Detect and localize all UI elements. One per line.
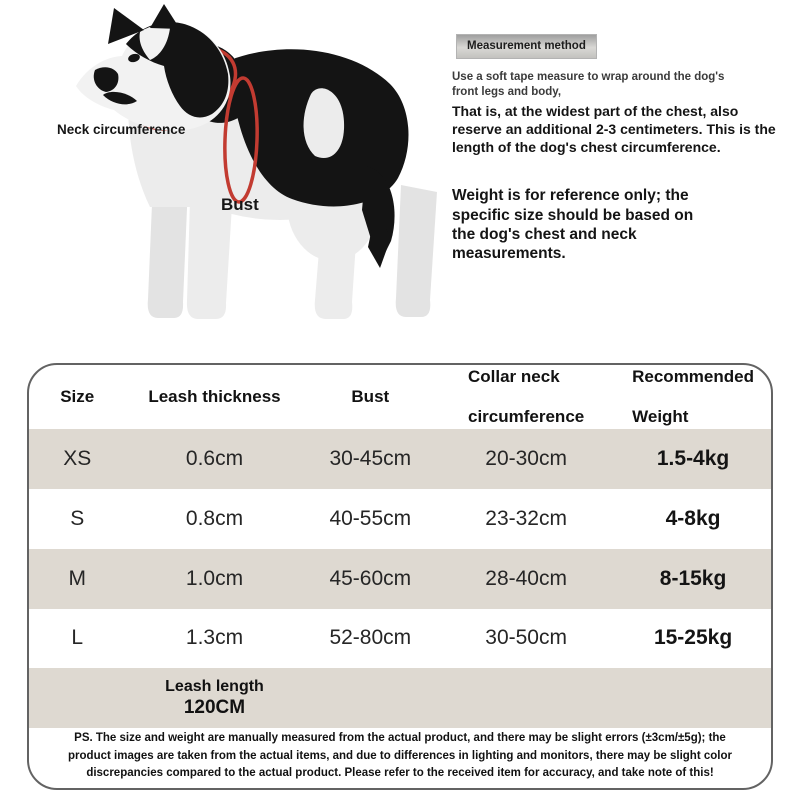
table-row-s [29, 489, 771, 549]
cell-weight: 8-15kg [659, 566, 727, 590]
dog-head [76, 4, 230, 131]
cell-size: S [70, 506, 85, 530]
cell-bust: 45-60cm [329, 566, 412, 590]
cell-weight: 4-8kg [665, 506, 721, 530]
measurement-method-panel [452, 34, 792, 263]
measurement-method-badge: Measurement method [456, 34, 597, 59]
cell-bust: 52-80cm [329, 626, 412, 650]
table-row-xs [29, 429, 771, 489]
header-collar: Collar neck circumference [468, 366, 585, 426]
cell-weight: 15-25kg [653, 626, 733, 650]
neck-circumference-label: Neck circumference [57, 122, 186, 137]
cell-leash-thickness: 0.8cm [185, 506, 244, 530]
cell-leash-thickness: 1.3cm [185, 626, 244, 650]
table-header-row [29, 365, 771, 429]
cell-collar: 28-40cm [485, 566, 567, 590]
ear-right-icon [150, 4, 180, 29]
cell-size: XS [63, 446, 92, 470]
cell-leash-thickness: 1.0cm [185, 566, 244, 590]
dog-measurement-diagram [0, 0, 450, 360]
cell-bust: 30-45cm [329, 446, 412, 470]
header-weight: Recommended Weight [632, 366, 754, 426]
cell-size: L [71, 626, 84, 650]
leash-length-value: 120CM [183, 696, 246, 718]
cell-bust: 40-55cm [329, 506, 412, 530]
weight-note-text: Weight is for reference only; the specific size should be based on the dog's chest and neck measurements. [452, 187, 694, 262]
cell-collar: 23-32cm [485, 506, 567, 530]
header-leash-thickness: Leash thickness [148, 386, 281, 406]
tail-tip [368, 227, 389, 268]
measurement-intro-text: Use a soft tape measure to wrap around the dog's front legs and body, [452, 71, 725, 98]
size-table-card [27, 363, 773, 790]
leash-length-row [29, 668, 771, 728]
dog-illustration [0, 0, 450, 360]
cell-collar: 20-30cm [485, 446, 567, 470]
cell-collar: 30-50cm [485, 626, 567, 650]
cell-size: M [68, 566, 86, 590]
cell-leash-thickness: 0.6cm [185, 446, 244, 470]
header-size: Size [60, 386, 95, 406]
table-row-m [29, 549, 771, 609]
leash-length-block [125, 678, 303, 719]
footnote-text: PS. The size and weight are manually measured from the actual product, and there may be slight errors (±3cm/±5g); the product images are taken from the actual items, and due to differences in lighting and monitors, there may be slight color discrepancies compared to the actual product. Please refer to the received item for accuracy, and take note of this! [68, 732, 732, 779]
header-bust: Bust [351, 386, 390, 406]
cell-weight: 1.5-4kg [656, 446, 730, 470]
bust-label: Bust [221, 195, 259, 214]
table-row-l [29, 609, 771, 669]
measurement-detail-text: That is, at the widest part of the chest, also reserve an additional 2-3 centimeters. This is the length of the dog's chest circumference. [452, 103, 776, 155]
leash-length-label: Leash length [165, 677, 264, 695]
